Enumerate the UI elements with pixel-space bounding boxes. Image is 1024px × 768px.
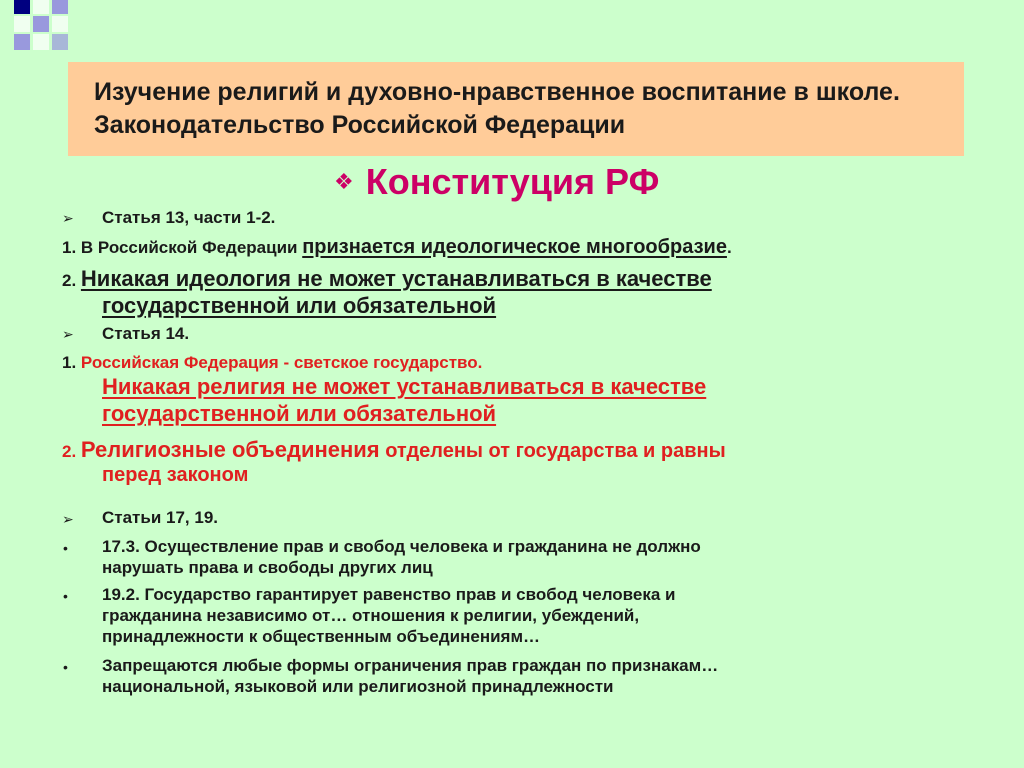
arrow-bullet-icon: ➢	[62, 511, 74, 527]
art192-line1: 19.2. Государство гарантирует равенство прав и свобод человека и	[102, 585, 676, 604]
art192-line3: принадлежности к общественным объединениям…	[102, 627, 541, 646]
art13-p1-prefix: 1. В Российской Федерации	[62, 238, 303, 257]
diamond-bullet-icon: ❖	[334, 169, 354, 194]
articles-17-19-label: Статьи 17, 19.	[102, 508, 218, 527]
art13-p2-line2: государственной или обязательной	[102, 293, 497, 318]
art192-line2: гражданина независимо от… отношения к религии, убеждений,	[102, 606, 640, 625]
article-13-part-1	[62, 236, 732, 259]
article-19-2	[102, 584, 676, 647]
arrow-bullet-icon: ➢	[62, 210, 74, 226]
art14-p1-text: Российская Федерация - светское государство.	[80, 353, 483, 372]
art14-p2-line2: перед законом	[102, 464, 249, 486]
dot-bullet-icon: •	[63, 659, 68, 675]
art14-p1-line3: государственной или обязательной	[102, 401, 497, 426]
dot-bullet-icon: •	[63, 540, 68, 556]
article-13-label: Статья 13, части 1-2.	[102, 208, 276, 227]
heading-text: Конституция РФ	[365, 161, 660, 202]
art14-p2-rest: отделены от государства и равны	[379, 440, 726, 462]
corner-decoration	[0, 0, 1024, 60]
discrimination-ban	[102, 655, 718, 697]
art13-p1-suffix: .	[726, 238, 732, 257]
art13-p2-line1: Никакая идеология не может устанавливаться в качестве	[80, 266, 712, 291]
ban-line2: национальной, языковой или религиозной принадлежности	[102, 677, 614, 696]
art14-p2-big: Религиозные объединения	[80, 437, 380, 462]
article-14-part-1	[62, 353, 482, 373]
article-17-3	[102, 536, 701, 578]
article-14-label: Статья 14.	[102, 324, 190, 343]
article-14-part-2	[62, 437, 726, 463]
slide-title: Изучение религий и духовно-нравственное воспитание в школе. Законодательство Российской Федерации	[94, 78, 900, 139]
article-13-part-2	[62, 266, 712, 292]
arrow-bullet-icon: ➢	[62, 326, 74, 342]
ban-line1: Запрещаются любые формы ограничения прав граждан по признакам…	[102, 656, 719, 675]
art14-p1-line2: Никакая религия не может устанавливаться в качестве	[102, 374, 707, 399]
art14-p2-num: 2.	[62, 442, 81, 461]
title-box	[68, 62, 964, 156]
dot-bullet-icon: •	[63, 588, 68, 604]
art173-line2: нарушать права и свободы других лиц	[102, 558, 433, 577]
art14-p1-num: 1.	[62, 353, 81, 372]
art173-line1: 17.3. Осуществление прав и свобод человека и гражданина не должно	[102, 537, 701, 556]
art13-p2-num: 2.	[62, 271, 81, 290]
art13-p1-emph: признается идеологическое многообразие	[302, 236, 727, 258]
section-heading	[334, 160, 659, 204]
